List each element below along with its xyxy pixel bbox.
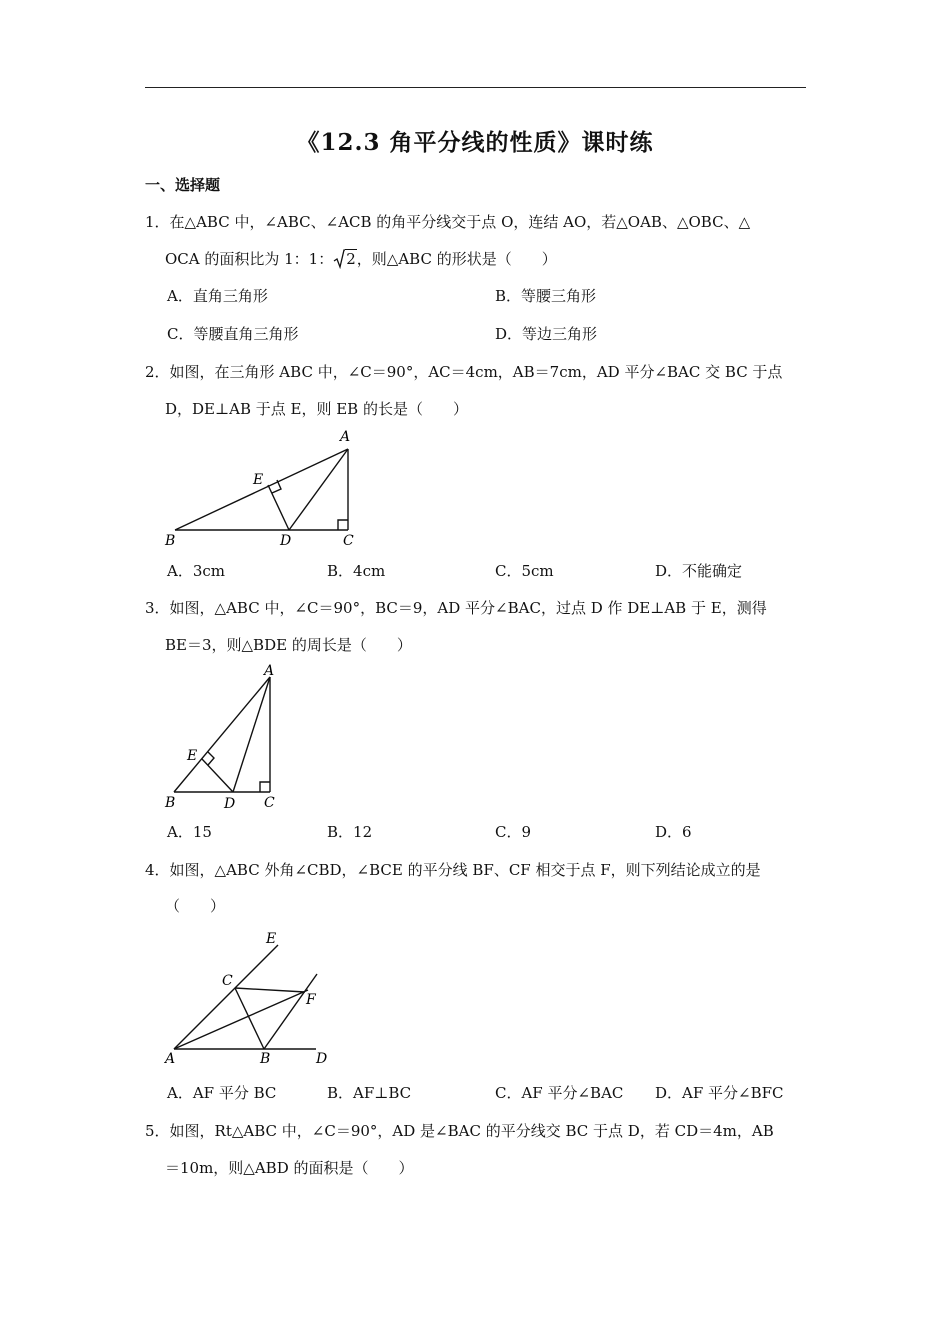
- q2-line2: D，DE⊥AB 于点 E，则 EB 的长是（ ）: [165, 400, 468, 418]
- q4-segment-cb: [235, 988, 264, 1049]
- q3-option-d[interactable]: D．6: [655, 823, 692, 841]
- q4-label-e: E: [266, 931, 277, 947]
- q2-segment-ab: [175, 449, 348, 530]
- q2-segment-de: [268, 485, 289, 530]
- q4-segment-ae: [174, 945, 278, 1049]
- q2-figure: [160, 425, 370, 550]
- q5-line2: ＝10m，则△ABD 的面积是（ ）: [165, 1159, 414, 1177]
- q4-figure: [160, 925, 350, 1070]
- q2-label-d: D: [280, 533, 292, 549]
- q2-option-b[interactable]: B．4cm: [327, 562, 386, 580]
- header-rule: [145, 87, 806, 88]
- q3-label-e: E: [187, 748, 198, 764]
- q4-option-c[interactable]: C．AF 平分∠BAC: [495, 1084, 624, 1102]
- q3-line1: 3．如图，△ABC 中，∠C＝90°，BC＝9，AD 平分∠BAC，过点 D 作 DE⊥AB 于 E，测得: [145, 599, 767, 617]
- q2-label-e: E: [253, 472, 264, 488]
- q3-option-a[interactable]: A．15: [167, 823, 212, 841]
- q3-segment-ab: [174, 677, 270, 792]
- q3-label-b: B: [165, 795, 176, 811]
- q3-option-c[interactable]: C．9: [495, 823, 532, 841]
- q1-line2-end: ，则△ABC 的形状是（ ）: [356, 250, 557, 268]
- q4-option-b[interactable]: B．AF⊥BC: [327, 1084, 412, 1102]
- q3-option-b[interactable]: B．12: [327, 823, 373, 841]
- q5-line1: 5．如图，Rt△ABC 中，∠C＝90°，AD 是∠BAC 的平分线交 BC 于点 D，若 CD＝4m，AB: [145, 1122, 774, 1140]
- q3-right-angle-c: [260, 782, 270, 792]
- q1-line2: [165, 249, 557, 269]
- q2-line1: 2．如图，在三角形 ABC 中，∠C＝90°，AC＝4cm，AB＝7cm，AD 平分∠BAC 交 BC 于点: [145, 363, 783, 381]
- q3-label-c: C: [264, 795, 275, 811]
- q1-line2-start: OCA 的面积比为 1：1：: [165, 250, 334, 268]
- q2-option-a[interactable]: A．3cm: [167, 562, 226, 580]
- section-heading: 一、选择题: [145, 176, 221, 194]
- q4-label-b: B: [260, 1051, 271, 1067]
- q4-label-d: D: [316, 1051, 328, 1067]
- q3-label-d: D: [224, 796, 236, 812]
- q1-option-a[interactable]: A．直角三角形: [167, 287, 268, 305]
- q4-line1: 4．如图，△ABC 外角∠CBD，∠BCE 的平分线 BF、CF 相交于点 F，则下列结论成立的是: [145, 861, 761, 879]
- q4-label-f: F: [306, 992, 316, 1008]
- q2-label-b: B: [165, 533, 176, 549]
- q2-option-d[interactable]: D．不能确定: [655, 562, 743, 580]
- q4-label-a: A: [165, 1051, 176, 1067]
- q3-right-angle-e: [208, 752, 214, 765]
- q1-option-d[interactable]: D．等边三角形: [495, 325, 598, 343]
- sqrt-radicand: 2: [346, 250, 356, 268]
- sqrt-symbol: [333, 249, 357, 269]
- q3-label-a: A: [264, 663, 275, 679]
- q2-label-c: C: [343, 533, 354, 549]
- q4-segment-af: [174, 990, 308, 1049]
- q1-line1: 1．在△ABC 中，∠ABC、∠ACB 的角平分线交于点 O，连结 AO，若△OAB、△OBC、△: [145, 213, 751, 231]
- q3-line2: BE＝3，则△BDE 的周长是（ ）: [165, 636, 412, 654]
- q4-segment-bf: [264, 974, 317, 1049]
- q1-option-c[interactable]: C．等腰直角三角形: [167, 325, 299, 343]
- radical-sign-icon: [333, 249, 345, 269]
- q4-label-c: C: [222, 973, 233, 989]
- page-title: 《12.3 角平分线的性质》课时练: [296, 129, 654, 156]
- q4-option-a[interactable]: A．AF 平分 BC: [167, 1084, 277, 1102]
- q4-line2: （ ）: [165, 897, 226, 915]
- q4-segment-cf: [235, 988, 305, 992]
- q2-right-angle-c: [338, 520, 348, 530]
- q2-label-a: A: [340, 429, 351, 445]
- q3-figure: [160, 660, 290, 815]
- q4-option-d[interactable]: D．AF 平分∠BFC: [655, 1084, 784, 1102]
- q1-option-b[interactable]: B．等腰三角形: [495, 287, 597, 305]
- q2-option-c[interactable]: C．5cm: [495, 562, 554, 580]
- q3-segment-ad: [233, 677, 270, 792]
- q3-segment-de: [202, 759, 233, 792]
- q2-segment-ad: [289, 449, 348, 530]
